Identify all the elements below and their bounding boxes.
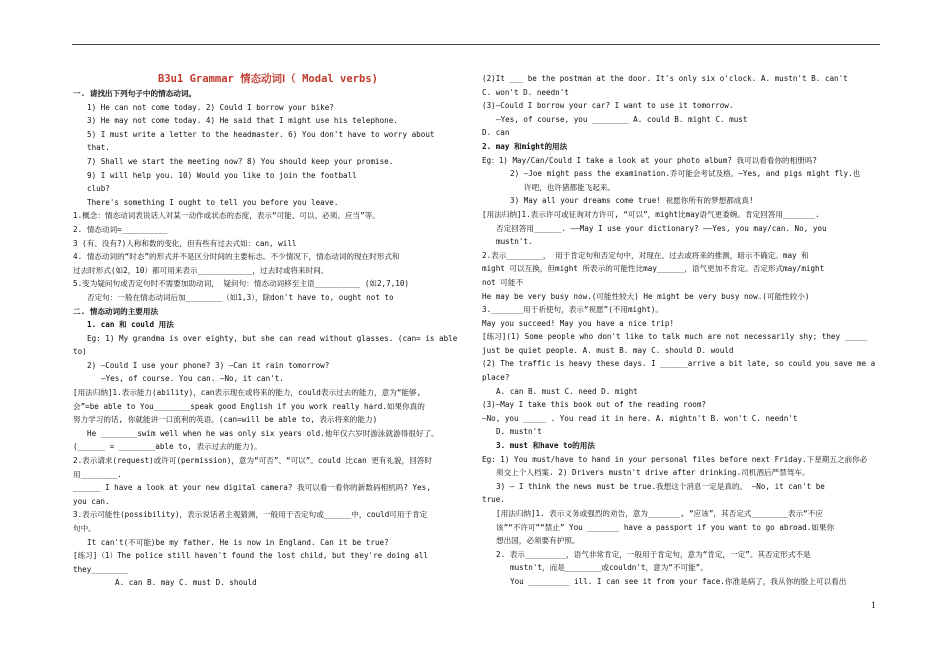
right-text-line: 2. 表示_________，语气非常肯定，一般用于肯定句，意为“肯定，一定”。其否定形式不是 <box>496 549 811 559</box>
left-text-line: 否定句：一般在情态动词后加________（如1,3），除don't have to, ought not to <box>87 292 394 302</box>
right-text-line: (3)—May I take this book out of the reading room? <box>482 400 707 410</box>
left-text-line: Eg: 1) My grandma is over eighty, but she can read without glasses. (can= is able <box>87 333 458 343</box>
right-text-line: true. <box>482 495 505 505</box>
right-text-line: mustn't. <box>496 237 533 247</box>
right-text-line: mustn't，而是________或couldn't，意为“不可能”。 <box>510 563 708 573</box>
right-text-line: 3._______用于祈使句，表示“祝愿”(不用might)。 <box>482 305 664 315</box>
right-text-line: might 可以互换，但might 所表示的可能性比may______，语气更加不肯定。否定形式may/might <box>482 264 825 274</box>
right-text-line: May you succeed! May you have a nice trip! <box>482 318 675 328</box>
right-text-line: C. won't D. needn't <box>482 87 569 97</box>
left-text-line: 会”=be able to You________speak good English if you work really hard.如果你真的 <box>73 401 425 411</box>
right-text-line: You _________ ill. I can see it from your face.你准是病了，我从你的脸上可以看出 <box>510 576 847 586</box>
left-text-line: you can. <box>73 496 110 506</box>
right-text-line: [用法归纳]1. 表示义务或强烈的劝告，意为_______, “应该”，其否定式________表示“不应 <box>496 509 823 518</box>
right-text-line: —No, you _____ . You read it in here. A. mightn't B. won't C. needn't <box>482 413 798 423</box>
right-text-line: [练习](1) Some people who don't like to talk much are not necessarily shy; they _____ <box>482 332 868 342</box>
right-text-line: (2)It ___ be the postman at the door. It's only six o'clock. A. mustn't B. can't <box>482 74 848 83</box>
left-text-line: 5.变为疑问句或否定句时不需要加助动词， 疑问句：情态动词移至主语__________ (如2,7,10) <box>73 279 409 289</box>
right-text-line: 2.表示________， 用于肯定句和否定句中，对现在、过去或将来的推测，暗示不确定。may 和 <box>482 250 809 260</box>
right-text-line: —Yes, of course, you ________ A. could B. might C. must <box>496 114 748 124</box>
right-text-line: 3. must 和have to的用法 <box>496 441 595 451</box>
left-text-line: (______ = ________able to, 表示过去的能力)。 <box>73 442 262 452</box>
left-text-line: 5) I must write a letter to the headmaster. 6) You don't have to worry about <box>87 129 435 139</box>
left-text-line: 过去时形式(如2，10）都可用来表示____________，过去时或将来时间。 <box>73 265 329 275</box>
left-text-line: —Yes, of course. You can. —No, it can't. <box>101 374 284 384</box>
right-text-line: just be quiet people. A. must B. may C. should D. would <box>482 345 734 355</box>
left-text-line: that. <box>87 143 110 153</box>
right-text-line: (3)—Could I borrow your car? I want to use it tomorrow. <box>482 101 734 111</box>
left-text-line: ______ I have a look at your new digital camera? 我可以看一看你的新数码相机吗? Yes, <box>73 483 431 493</box>
left-text-line: 1. can 和 could 用法 <box>87 320 174 330</box>
left-text-line: There's something I ought to tell you before you leave. <box>87 197 339 207</box>
right-text-line: D. can <box>482 128 510 138</box>
header-rule <box>72 44 880 45</box>
page-number: 1 <box>871 601 877 610</box>
left-text-line: 句中。 <box>73 524 96 533</box>
right-text-line: place? <box>482 373 510 383</box>
right-column <box>482 72 882 589</box>
right-text-line: 2. may 和might的用法 <box>482 141 568 151</box>
left-text-line: 3) He may not come today. 4) He said that I might use his telephone. <box>87 116 398 126</box>
left-column <box>73 72 473 590</box>
left-text-line: He ________swim well when he was only six years old.他年仅六岁时游泳就游得很好了。 <box>87 428 439 438</box>
left-text-line: 3.表示可能性(possibility)，表示说话者主观猜测，一般用于否定句或______中，could可用于肯定 <box>73 510 428 520</box>
left-text-line: A. can B. may C. must D. should <box>115 578 257 588</box>
right-text-line: [用法归纳]1.表示许可或征询对方许可, “可以”，might比may语气更委婉。肯定回答用_______. <box>482 209 820 219</box>
right-text-line: 该”“不许可”“禁止” You _______ have a passport if you want to go abroad.如果你 <box>496 522 835 532</box>
left-text-line: 用________. <box>73 469 122 479</box>
left-text-line: 7) Shall we start the meeting now? 8) You should keep your promise. <box>87 156 394 166</box>
right-text-lines <box>482 72 882 589</box>
right-text-line: Eg: 1) You must/have to hand in your personal files before next Friday.下星期五之前你必 <box>482 454 868 464</box>
left-text-lines <box>73 87 473 590</box>
left-text-line: 二. 情态动词的主要用法 <box>73 306 159 316</box>
right-text-line: 否定回答用______. ——May I use your dictionary? ——Yes, you may/can. No, you <box>496 223 827 233</box>
right-text-line: 须交上个人档案. 2) Drivers mustn't drive after drinking.司机酒后严禁驾车。 <box>496 468 810 478</box>
left-text-line: they________ <box>73 564 128 574</box>
right-text-line: 3) — I think the news must be true.我想这个消息一定是真的。 —No, it can't be <box>496 481 825 491</box>
left-text-line: 1) He can not come today. 2) Could I borrow your bike? <box>87 102 334 112</box>
left-text-line: 努力学习的话, 你就能讲一口流利的英语。(can=will be able to, 表示将来的能力) <box>73 415 378 425</box>
right-text-line: A. can B. must C. need D. might <box>496 386 638 396</box>
right-text-line: (2) The traffic is heavy these days. I ______arrive a bit late, so could you save me a <box>482 359 876 369</box>
left-text-line: 2. 情态动词=__________ <box>73 224 168 234</box>
left-text-line: 4. 情态动词的“时态”的形式并不是区分时间的主要标志。不少情况下，情态动词的现在时形式和 <box>73 252 400 262</box>
right-text-line: Eg：1) May/Can/Could I take a look at your photo album? 我可以看看你的相册吗? <box>482 155 817 165</box>
right-text-line: He may be very busy now.(可能性较大) He might be very busy now.(可能性较小) <box>482 291 810 301</box>
right-text-line: not 可能不 <box>482 277 524 287</box>
right-text-line: 想出国，必须要有护照。 <box>496 536 580 546</box>
right-text-line: 2) —Joe might pass the examination.乔可能会考试及格。—Yes, and pigs might fly.也 <box>510 169 861 179</box>
right-text-line: D. mustn't <box>496 427 542 437</box>
left-text-line: [练习]（1）The police still haven't found the lost child, but they're doing all <box>73 551 428 561</box>
left-text-line: 一. 请找出下列句子中的情态动词。 <box>73 89 197 98</box>
right-text-line: 3) May all your dreams come true! 祝愿你所有的梦想都成真! <box>510 196 754 206</box>
right-text-line: 许吧，也许猪都能飞起来。 <box>524 182 616 192</box>
page-title: B3u1 Grammar 情态动词Ⅰ（ Modal verbs) <box>158 73 378 85</box>
left-text-line: to) <box>73 347 87 357</box>
left-text-line: club? <box>87 184 110 194</box>
left-text-line: 9) I will help you. 10) Would you like to join the football <box>87 170 357 180</box>
left-text-line: 2.表示请求(request)或许可(permission)，意为“可否”、“可以”。could 比can 更有礼貌，回答时 <box>73 456 432 466</box>
left-text-line: It can't(不可能)be my father. He is now in England. Can it be true? <box>87 537 389 547</box>
left-text-line: 2) —Could I use your phone? 3) —Can it rain tomorrow? <box>87 360 330 370</box>
left-text-line: 1.概念：情态动词表说话人对某一动作或状态的态度，表示“可能、可以、必须、应当”等。 <box>73 211 380 221</box>
left-text-line: [用法归纳]1.表示能力(ability)，can表示现在或将来的能力，could表示过去的能力，意为“能够, <box>73 388 422 398</box>
left-text-line: 3 (有、没有?)人称和数的变化，但有些有过去式如：can, will <box>73 238 297 248</box>
